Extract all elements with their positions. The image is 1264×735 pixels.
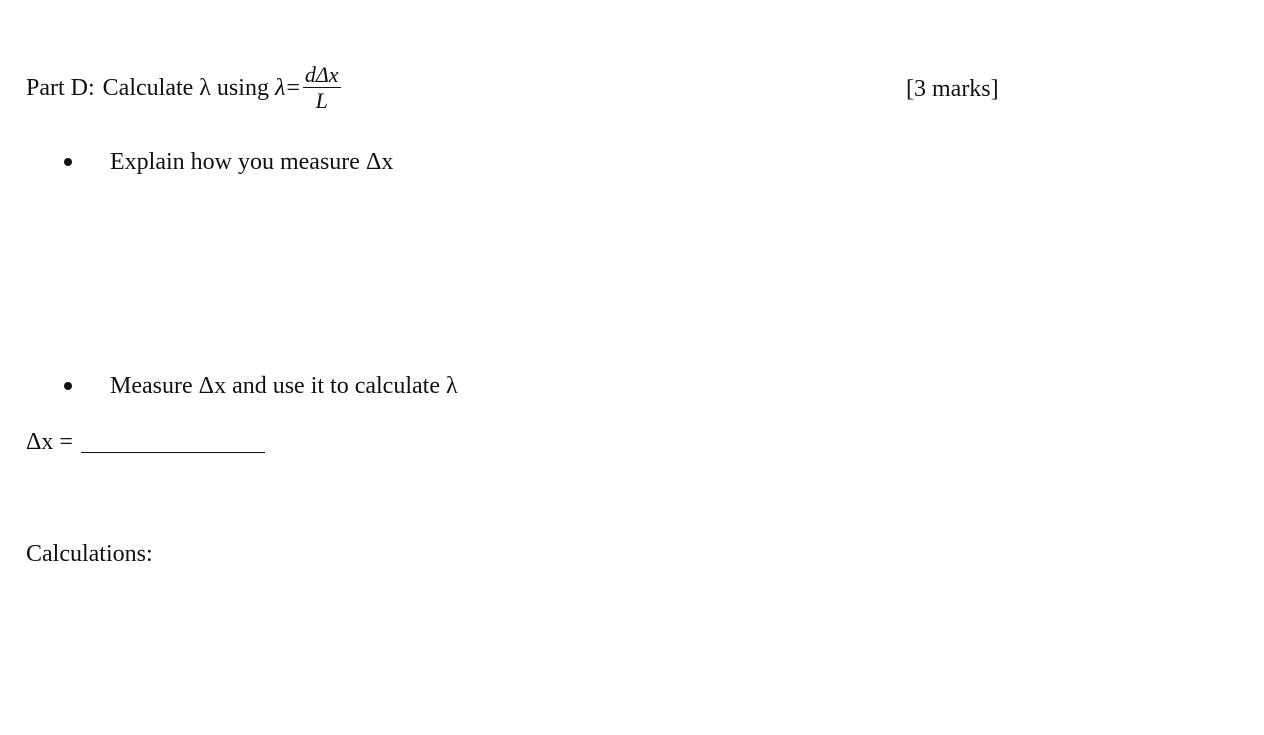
bullet-item bbox=[60, 148, 393, 176]
calculations-label: Calculations: bbox=[26, 541, 153, 567]
bullet-text: Explain how you measure Δx bbox=[110, 149, 394, 175]
formula-equals: = bbox=[286, 75, 300, 101]
formula-denominator: L bbox=[315, 88, 328, 113]
delta-x-answer-line bbox=[26, 428, 265, 456]
delta-x-blank[interactable] bbox=[81, 430, 265, 453]
marks-label: [3 marks] bbox=[906, 76, 999, 102]
formula-fraction bbox=[303, 63, 341, 113]
bullet-icon bbox=[64, 158, 72, 166]
part-label: Part D: bbox=[26, 75, 95, 101]
formula-lhs: λ bbox=[274, 75, 286, 101]
bullet-icon bbox=[64, 382, 72, 390]
bullet-text: Measure Δx and use it to calculate λ bbox=[110, 373, 458, 399]
part-d-heading bbox=[26, 58, 341, 118]
wavelength-formula bbox=[275, 63, 341, 113]
formula-numerator: dΔx bbox=[304, 62, 339, 87]
part-instruction: Calculate λ using bbox=[102, 75, 269, 101]
delta-x-label: Δx = bbox=[26, 429, 73, 455]
bullet-item bbox=[60, 372, 458, 400]
